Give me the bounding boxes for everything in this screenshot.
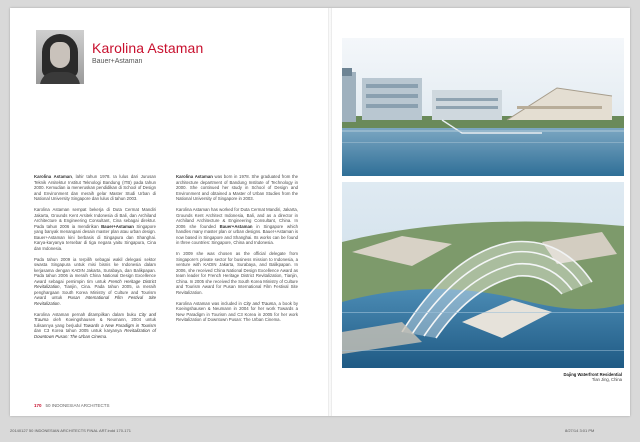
waterfront-rendering-bottom: [342, 182, 624, 368]
firm-name: Bauer+Astaman: [92, 58, 143, 65]
bio-indonesian-column: [34, 174, 156, 345]
bio-id-p1: Karolina Astaman, lahir tahun 1978. Ia lulus dari Jurusan Teknik Arsitektur Institut Teknologi Bandung (ITB) pada tahun 2000. Kemudian ia meneruskan pendidikan di School of Design and Environment dan meraih gelar Master Studi Urban di National University Singapore dan lulus di tahun 2003.: [34, 174, 156, 201]
page-number: 170: [34, 403, 42, 408]
bio-en-p1: Karolina Astaman was born in 1978. She graduated from the architecture department of Bandung Institute of Technology in 2000. She continued her study in School of Design and Environment and obtained a Master of Urban Studies from the National University of Singapore in 2003.: [176, 174, 298, 201]
image-caption: [530, 372, 622, 382]
book-title: 50 INDONESIAN ARCHITECTS: [45, 403, 110, 408]
bio-id-p3: Pada tahun 2009 ia terpilih sebagai wakil delegasi sektor swasta Singapura untuk misi bisnis ke Indonesia dalam kerjasama dengan KADIN Jakarta, Surabaya, dan Balikpapan. Pada tahun 2006 ia meraih China National Design Excellence Award sebagai pemimpin tim untuk French Heritage District Revitalization, Tianjin, Cina. Pada tahun 2005, ia meraih penghargaan South Korea Ministry of Culture and Tourism Award untuk Pusan International Film Festival Site Revitalization.: [34, 256, 156, 306]
caption-location: Tian Jing, China: [591, 377, 622, 382]
bio-en-p2: Karolina Astaman has worked for Duta Cermat Mandiri, Jakarta, Grounds Kent Architect Indonesia, Bali, and as a director in Archiland Architecture & Engineering Consultant, China. In 2006 she founded Bauer+Astaman in Singapore which handles many master plan or urban designs. Bauer+Astaman is now based in Singapore and Shanghai. Its works can be found in three countries: Singapore, China and Indonesia.: [176, 207, 298, 245]
magazine-spread: [10, 8, 630, 416]
caption-title: Dajing Waterfront Residential: [563, 372, 622, 377]
bio-en-p4: Karolina Astaman was included in City and Trauma, a book by Koeingshausen & Neumann in 2004 for her work Towards a New Paradigm in Tourism and C3 Korea in 2005 for her work Revitalization of Downtown Pusan: The Urban Cinema.: [176, 300, 298, 322]
print-slug: 20140127 50 INDONESIAN ARCHITECTS FINAL ART.indd 170-171: [10, 428, 131, 433]
author-portrait: [36, 30, 84, 84]
bio-id-p2: Karolina Astaman sempat bekerja di Duta Cermat Mandiri Jakarta, Grounds Kent Arsitek Indonesia di Bali, dan Archiland Architecture & Engineering Consultant, Cina sebagai direktur. Pada tahun 2006 ia mendirikan Bauer+Astaman Singapore yang banyak menangani desain master plan atau urban design. Bauer+Astaman kini berbasis di Singapura dan Shanghai. Karya-karyanya tersebar di tiga negara yaitu Singapura, Cina dan Indonesia.: [34, 207, 156, 251]
waterfront-rendering-top: [342, 38, 624, 176]
bio-english-column: [176, 174, 298, 328]
bio-id-p4: Karolina Astaman pernah ditampilkan dalam buku City and Trauma oleh Koeingshausen & Neumann, 2004 untuk tulisannya yang berjudul Towards a New Paradigm in Tourism dan C3 Korea tahun 2005 untuk karyanya Revitalization of Downtown Pusan: The Urban Cinema.: [34, 311, 156, 339]
page-gutter: [328, 8, 332, 416]
page-folio: [34, 403, 110, 408]
bio-en-p3: In 2009 she was chosen as the official delegate from Singapore's private sector for business mission to Indonesia, a venture with KADIN Jakarta, Surabaya, and Balikpapan. In 2006, she received China National Design Excellence Award as team leader for French Heritage District Revitalization, Tianjin, China. In 2005 she received the South Korea Ministry of Culture and Tourism Award for Pusan International Film Festival Site Revitalization.: [176, 251, 298, 295]
print-date: 8/27/14 3:01 PM: [565, 428, 595, 433]
architect-name: Karolina Astaman: [92, 40, 204, 56]
